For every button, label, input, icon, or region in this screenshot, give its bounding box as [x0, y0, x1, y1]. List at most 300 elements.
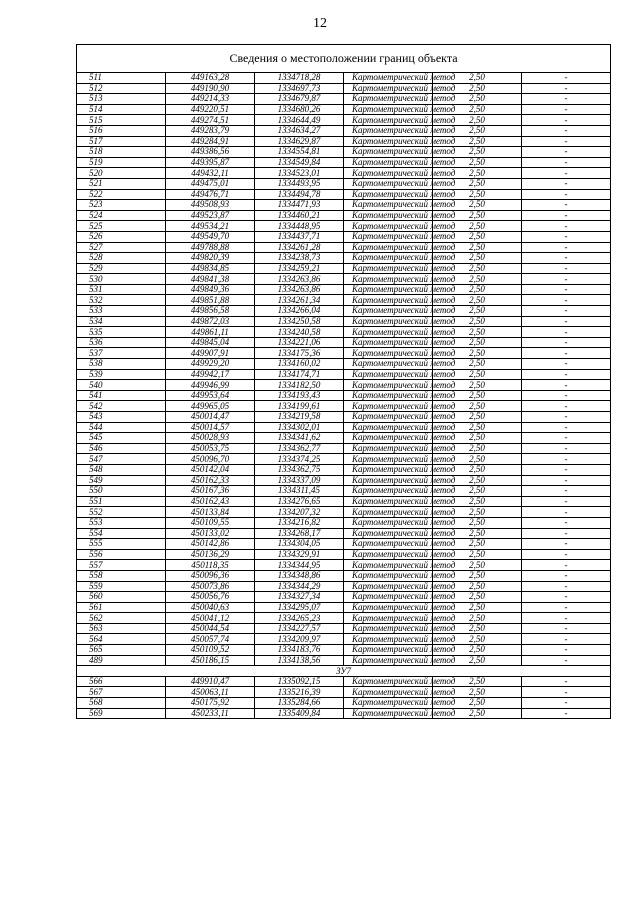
coord-y-cell: 1334327,34	[255, 592, 344, 603]
coord-y-cell: 1334265,23	[255, 613, 344, 624]
method-cell: Картометрический метод	[344, 231, 433, 242]
method-cell: Картометрический метод	[344, 210, 433, 221]
description-cell: -	[522, 623, 611, 634]
table-row	[77, 274, 611, 285]
method-cell: Картометрический метод	[344, 433, 433, 444]
coord-x-cell: 449929,20	[166, 359, 255, 370]
coord-x-cell: 450133,84	[166, 507, 255, 518]
precision-cell: 2,50	[433, 210, 522, 221]
coord-x-cell: 449820,39	[166, 253, 255, 264]
method-cell: Картометрический метод	[344, 390, 433, 401]
description-cell: -	[522, 348, 611, 359]
method-cell: Картометрический метод	[344, 359, 433, 370]
method-cell: Картометрический метод	[344, 83, 433, 94]
precision-cell: 2,50	[433, 104, 522, 115]
table-row	[77, 231, 611, 242]
method-cell: Картометрический метод	[344, 412, 433, 423]
coord-x-cell: 449386,56	[166, 147, 255, 158]
table-row	[77, 306, 611, 317]
table-row	[77, 676, 611, 687]
table-row	[77, 570, 611, 581]
description-cell: -	[522, 200, 611, 211]
method-cell: Картометрический метод	[344, 242, 433, 253]
point-number-cell: 561	[77, 602, 166, 613]
table-row	[77, 401, 611, 412]
coord-x-cell: 449395,87	[166, 157, 255, 168]
point-number-cell: 532	[77, 295, 166, 306]
precision-cell: 2,50	[433, 348, 522, 359]
description-cell: -	[522, 125, 611, 136]
description-cell: -	[522, 390, 611, 401]
precision-cell: 2,50	[433, 369, 522, 380]
coord-y-cell: 1335216,39	[255, 687, 344, 698]
coord-y-cell: 1334374,25	[255, 454, 344, 465]
coord-x-cell: 449953,64	[166, 390, 255, 401]
coord-x-cell: 450175,92	[166, 698, 255, 709]
point-number-cell: 529	[77, 263, 166, 274]
method-cell: Картометрический метод	[344, 401, 433, 412]
point-number-cell: 541	[77, 390, 166, 401]
table-row	[77, 380, 611, 391]
precision-cell: 2,50	[433, 570, 522, 581]
coord-x-cell: 450186,15	[166, 655, 255, 666]
description-cell: -	[522, 592, 611, 603]
coord-x-cell: 450040,63	[166, 602, 255, 613]
method-cell: Картометрический метод	[344, 623, 433, 634]
precision-cell: 2,50	[433, 380, 522, 391]
table-row	[77, 634, 611, 645]
table-row	[77, 539, 611, 550]
coord-x-cell: 450096,36	[166, 570, 255, 581]
coord-x-cell: 450063,11	[166, 687, 255, 698]
coord-y-cell: 1334183,76	[255, 645, 344, 656]
precision-cell: 2,50	[433, 253, 522, 264]
section-row	[77, 666, 611, 677]
coord-y-cell: 1334175,36	[255, 348, 344, 359]
coord-y-cell: 1334221,06	[255, 337, 344, 348]
coord-y-cell: 1334523,01	[255, 168, 344, 179]
point-number-cell: 539	[77, 369, 166, 380]
point-number-cell: 560	[77, 592, 166, 603]
point-number-cell: 558	[77, 570, 166, 581]
precision-cell: 2,50	[433, 178, 522, 189]
table-row	[77, 337, 611, 348]
point-number-cell: 537	[77, 348, 166, 359]
description-cell: -	[522, 412, 611, 423]
precision-cell: 2,50	[433, 83, 522, 94]
precision-cell: 2,50	[433, 539, 522, 550]
coord-x-cell: 450142,86	[166, 539, 255, 550]
description-cell: -	[522, 475, 611, 486]
coord-x-cell: 449508,93	[166, 200, 255, 211]
method-cell: Картометрический метод	[344, 157, 433, 168]
table-row	[77, 104, 611, 115]
coord-y-cell: 1334295,07	[255, 602, 344, 613]
coord-y-cell: 1334460,21	[255, 210, 344, 221]
precision-cell: 2,50	[433, 464, 522, 475]
point-number-cell: 563	[77, 623, 166, 634]
method-cell: Картометрический метод	[344, 687, 433, 698]
precision-cell: 2,50	[433, 698, 522, 709]
coord-y-cell: 1334182,50	[255, 380, 344, 391]
description-cell: -	[522, 369, 611, 380]
table-row	[77, 623, 611, 634]
precision-cell: 2,50	[433, 592, 522, 603]
point-number-cell: 517	[77, 136, 166, 147]
point-number-cell: 552	[77, 507, 166, 518]
description-cell: -	[522, 136, 611, 147]
coord-y-cell: 1334250,58	[255, 316, 344, 327]
description-cell: -	[522, 422, 611, 433]
coord-x-cell: 449220,51	[166, 104, 255, 115]
point-number-cell: 545	[77, 433, 166, 444]
method-cell: Картометрический метод	[344, 560, 433, 571]
table-row	[77, 157, 611, 168]
coord-y-cell: 1334266,04	[255, 306, 344, 317]
coord-y-cell: 1334138,56	[255, 655, 344, 666]
coord-x-cell: 449475,01	[166, 178, 255, 189]
method-cell: Картометрический метод	[344, 708, 433, 719]
method-cell: Картометрический метод	[344, 464, 433, 475]
point-number-cell: 489	[77, 655, 166, 666]
method-cell: Картометрический метод	[344, 94, 433, 105]
coord-y-cell: 1334207,32	[255, 507, 344, 518]
coord-y-cell: 1334261,28	[255, 242, 344, 253]
coord-x-cell: 449523,87	[166, 210, 255, 221]
point-number-cell: 524	[77, 210, 166, 221]
description-cell: -	[522, 337, 611, 348]
coord-x-cell: 449432,11	[166, 168, 255, 179]
table-row	[77, 263, 611, 274]
point-number-cell: 564	[77, 634, 166, 645]
coord-x-cell: 450133,02	[166, 528, 255, 539]
table-row	[77, 390, 611, 401]
method-cell: Картометрический метод	[344, 613, 433, 624]
coord-y-cell: 1334634,27	[255, 125, 344, 136]
point-number-cell: 559	[77, 581, 166, 592]
method-cell: Картометрический метод	[344, 136, 433, 147]
table-row	[77, 592, 611, 603]
method-cell: Картометрический метод	[344, 655, 433, 666]
description-cell: -	[522, 327, 611, 338]
precision-cell: 2,50	[433, 168, 522, 179]
precision-cell: 2,50	[433, 136, 522, 147]
point-number-cell: 513	[77, 94, 166, 105]
coord-y-cell: 1334549,84	[255, 157, 344, 168]
precision-cell: 2,50	[433, 94, 522, 105]
boundary-table-body	[77, 45, 611, 719]
point-number-cell: 569	[77, 708, 166, 719]
coord-x-cell: 450056,76	[166, 592, 255, 603]
coord-y-cell: 1334554,81	[255, 147, 344, 158]
table-row	[77, 422, 611, 433]
method-cell: Картометрический метод	[344, 443, 433, 454]
point-number-cell: 531	[77, 284, 166, 295]
precision-cell: 2,50	[433, 634, 522, 645]
point-number-cell: 538	[77, 359, 166, 370]
coord-y-cell: 1334209,97	[255, 634, 344, 645]
description-cell: -	[522, 115, 611, 126]
coord-y-cell: 1334362,75	[255, 464, 344, 475]
coord-x-cell: 450167,36	[166, 486, 255, 497]
precision-cell: 2,50	[433, 443, 522, 454]
method-cell: Картометрический метод	[344, 168, 433, 179]
precision-cell: 2,50	[433, 496, 522, 507]
coord-y-cell: 1334362,77	[255, 443, 344, 454]
coord-x-cell: 449851,88	[166, 295, 255, 306]
table-row	[77, 200, 611, 211]
table-row	[77, 359, 611, 370]
point-number-cell: 522	[77, 189, 166, 200]
precision-cell: 2,50	[433, 337, 522, 348]
coord-y-cell: 1334276,65	[255, 496, 344, 507]
coord-y-cell: 1334644,49	[255, 115, 344, 126]
table-row	[77, 189, 611, 200]
point-number-cell: 516	[77, 125, 166, 136]
point-number-cell: 548	[77, 464, 166, 475]
method-cell: Картометрический метод	[344, 348, 433, 359]
description-cell: -	[522, 433, 611, 444]
description-cell: -	[522, 380, 611, 391]
description-cell: -	[522, 539, 611, 550]
description-cell: -	[522, 676, 611, 687]
table-row	[77, 115, 611, 126]
table-row	[77, 73, 611, 84]
method-cell: Картометрический метод	[344, 454, 433, 465]
precision-cell: 2,50	[433, 454, 522, 465]
description-cell: -	[522, 443, 611, 454]
precision-cell: 2,50	[433, 221, 522, 232]
description-cell: -	[522, 157, 611, 168]
precision-cell: 2,50	[433, 613, 522, 624]
point-number-cell: 566	[77, 676, 166, 687]
description-cell: -	[522, 359, 611, 370]
point-number-cell: 553	[77, 517, 166, 528]
method-cell: Картометрический метод	[344, 539, 433, 550]
description-cell: -	[522, 560, 611, 571]
precision-cell: 2,50	[433, 676, 522, 687]
table-row	[77, 284, 611, 295]
precision-cell: 2,50	[433, 295, 522, 306]
method-cell: Картометрический метод	[344, 676, 433, 687]
coord-x-cell: 450118,35	[166, 560, 255, 571]
table-row	[77, 221, 611, 232]
method-cell: Картометрический метод	[344, 369, 433, 380]
coord-x-cell: 450109,55	[166, 517, 255, 528]
table-row	[77, 486, 611, 497]
coord-x-cell: 449856,58	[166, 306, 255, 317]
coord-x-cell: 449872,03	[166, 316, 255, 327]
description-cell: -	[522, 306, 611, 317]
point-number-cell: 523	[77, 200, 166, 211]
precision-cell: 2,50	[433, 157, 522, 168]
point-number-cell: 544	[77, 422, 166, 433]
precision-cell: 2,50	[433, 316, 522, 327]
description-cell: -	[522, 496, 611, 507]
coord-y-cell: 1334680,26	[255, 104, 344, 115]
description-cell: -	[522, 687, 611, 698]
precision-cell: 2,50	[433, 306, 522, 317]
coord-y-cell: 1334679,87	[255, 94, 344, 105]
table-row	[77, 94, 611, 105]
precision-cell: 2,50	[433, 517, 522, 528]
method-cell: Картометрический метод	[344, 380, 433, 391]
method-cell: Картометрический метод	[344, 316, 433, 327]
method-cell: Картометрический метод	[344, 73, 433, 84]
method-cell: Картометрический метод	[344, 306, 433, 317]
point-number-cell: 551	[77, 496, 166, 507]
table-row	[77, 517, 611, 528]
table-row	[77, 581, 611, 592]
method-cell: Картометрический метод	[344, 602, 433, 613]
coord-y-cell: 1334259,21	[255, 263, 344, 274]
table-row	[77, 708, 611, 719]
point-number-cell: 540	[77, 380, 166, 391]
coord-x-cell: 450136,29	[166, 549, 255, 560]
coord-x-cell: 449283,79	[166, 125, 255, 136]
point-number-cell: 546	[77, 443, 166, 454]
point-number-cell: 542	[77, 401, 166, 412]
coord-x-cell: 449910,47	[166, 676, 255, 687]
table-row	[77, 698, 611, 709]
coord-y-cell: 1334697,73	[255, 83, 344, 94]
table-row	[77, 496, 611, 507]
coord-x-cell: 449788,88	[166, 242, 255, 253]
table-row	[77, 327, 611, 338]
point-number-cell: 554	[77, 528, 166, 539]
coord-y-cell: 1334227,57	[255, 623, 344, 634]
table-title: Сведения о местоположении границ объекта	[77, 45, 611, 73]
table-row	[77, 348, 611, 359]
point-number-cell: 549	[77, 475, 166, 486]
coord-y-cell: 1334302,01	[255, 422, 344, 433]
method-cell: Картометрический метод	[344, 147, 433, 158]
table-row	[77, 475, 611, 486]
table-row	[77, 443, 611, 454]
description-cell: -	[522, 454, 611, 465]
table-row	[77, 316, 611, 327]
coord-x-cell: 450073,86	[166, 581, 255, 592]
description-cell: -	[522, 581, 611, 592]
precision-cell: 2,50	[433, 549, 522, 560]
coord-x-cell: 450057,74	[166, 634, 255, 645]
description-cell: -	[522, 528, 611, 539]
coord-x-cell: 449907,91	[166, 348, 255, 359]
coord-y-cell: 1334219,58	[255, 412, 344, 423]
method-cell: Картометрический метод	[344, 221, 433, 232]
description-cell: -	[522, 253, 611, 264]
table-row	[77, 645, 611, 656]
coord-x-cell: 449965,05	[166, 401, 255, 412]
precision-cell: 2,50	[433, 687, 522, 698]
precision-cell: 2,50	[433, 475, 522, 486]
method-cell: Картометрический метод	[344, 284, 433, 295]
point-number-cell: 527	[77, 242, 166, 253]
description-cell: -	[522, 517, 611, 528]
coord-x-cell: 449476,71	[166, 189, 255, 200]
point-number-cell: 525	[77, 221, 166, 232]
coord-y-cell: 1334718,28	[255, 73, 344, 84]
point-number-cell: 518	[77, 147, 166, 158]
precision-cell: 2,50	[433, 645, 522, 656]
description-cell: -	[522, 570, 611, 581]
coord-y-cell: 1334160,02	[255, 359, 344, 370]
boundary-table-container	[76, 44, 611, 719]
point-number-cell: 547	[77, 454, 166, 465]
table-title-row	[77, 45, 611, 73]
description-cell: -	[522, 274, 611, 285]
point-number-cell: 515	[77, 115, 166, 126]
table-row	[77, 464, 611, 475]
method-cell: Картометрический метод	[344, 592, 433, 603]
coord-y-cell: 1334341,62	[255, 433, 344, 444]
coord-x-cell: 450028,93	[166, 433, 255, 444]
point-number-cell: 550	[77, 486, 166, 497]
coord-x-cell: 450162,43	[166, 496, 255, 507]
description-cell: -	[522, 94, 611, 105]
table-row	[77, 433, 611, 444]
point-number-cell: 514	[77, 104, 166, 115]
method-cell: Картометрический метод	[344, 496, 433, 507]
boundary-table	[76, 44, 611, 719]
coord-x-cell: 449163,28	[166, 73, 255, 84]
precision-cell: 2,50	[433, 486, 522, 497]
method-cell: Картометрический метод	[344, 125, 433, 136]
description-cell: -	[522, 242, 611, 253]
precision-cell: 2,50	[433, 200, 522, 211]
precision-cell: 2,50	[433, 412, 522, 423]
method-cell: Картометрический метод	[344, 698, 433, 709]
description-cell: -	[522, 464, 611, 475]
precision-cell: 2,50	[433, 115, 522, 126]
method-cell: Картометрический метод	[344, 337, 433, 348]
point-number-cell: 521	[77, 178, 166, 189]
point-number-cell: 556	[77, 549, 166, 560]
coord-y-cell: 1334493,95	[255, 178, 344, 189]
coord-y-cell: 1334193,43	[255, 390, 344, 401]
table-row	[77, 210, 611, 221]
coord-x-cell: 450014,57	[166, 422, 255, 433]
description-cell: -	[522, 295, 611, 306]
coord-x-cell: 449284,91	[166, 136, 255, 147]
point-number-cell: 511	[77, 73, 166, 84]
precision-cell: 2,50	[433, 602, 522, 613]
coord-x-cell: 450096,70	[166, 454, 255, 465]
table-row	[77, 687, 611, 698]
coord-x-cell: 449861,11	[166, 327, 255, 338]
point-number-cell: 533	[77, 306, 166, 317]
precision-cell: 2,50	[433, 327, 522, 338]
description-cell: -	[522, 73, 611, 84]
description-cell: -	[522, 263, 611, 274]
point-number-cell: 562	[77, 613, 166, 624]
table-row	[77, 295, 611, 306]
method-cell: Картометрический метод	[344, 115, 433, 126]
description-cell: -	[522, 178, 611, 189]
description-cell: -	[522, 708, 611, 719]
description-cell: -	[522, 221, 611, 232]
table-row	[77, 507, 611, 518]
coord-x-cell: 449534,21	[166, 221, 255, 232]
method-cell: Картометрический метод	[344, 486, 433, 497]
table-row	[77, 136, 611, 147]
table-row	[77, 253, 611, 264]
table-row	[77, 549, 611, 560]
point-number-cell: 536	[77, 337, 166, 348]
precision-cell: 2,50	[433, 401, 522, 412]
method-cell: Картометрический метод	[344, 104, 433, 115]
precision-cell: 2,50	[433, 359, 522, 370]
